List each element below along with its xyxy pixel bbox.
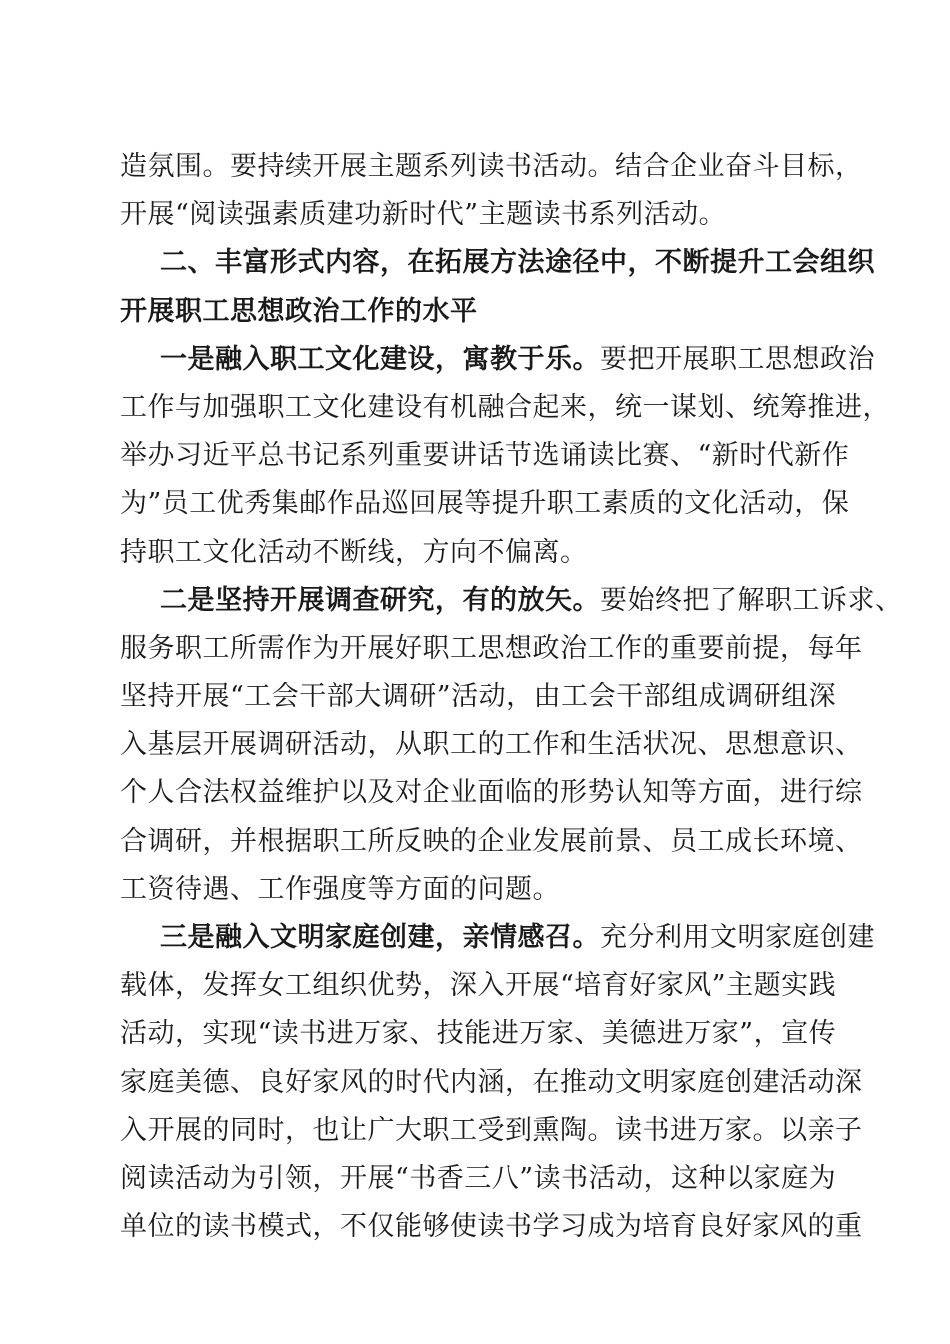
text-line — [120, 866, 830, 914]
bold-lead-text: 二、丰富形式内容，在拓展方法途径中，不断提升工会组织 — [160, 247, 875, 279]
text-line — [120, 962, 837, 1010]
text-line — [120, 577, 903, 625]
text-run: 入开展的同时，也让广大职工受到熏陶。读书进万家。以亲子 — [120, 1114, 863, 1146]
text-run: 载体，发挥女工组织优势，深入开展“培育好家风”主题实践 — [120, 970, 837, 1002]
text-run: 要把开展职工思想政治 — [600, 343, 875, 375]
bold-lead-text: 二是坚持开展调查研究，有的放矢。 — [160, 584, 600, 616]
text-line — [120, 1107, 863, 1155]
bold-lead-text: 三是融入文明家庭创建，亲情感召。 — [160, 922, 600, 953]
text-run: 举办习近平总书记系列重要讲话节选诵读比赛、“新时代新作 — [120, 440, 850, 472]
text-run: 入基层开展调研活动，从职工的工作和生活状况、思想意识、 — [120, 729, 863, 761]
text-line — [120, 1203, 863, 1251]
text-run: 为”员工优秀集邮作品巡回展等提升职工素质的文化活动，保 — [120, 488, 850, 520]
document-page — [120, 143, 903, 1251]
text-line — [120, 288, 830, 336]
text-run: 开展“阅读强素质建功新时代”主题读书系列活动。 — [120, 199, 727, 231]
text-line — [120, 1010, 837, 1058]
text-run: 个人合法权益维护以及对企业面临的形势认知等方面，进行综 — [120, 777, 863, 809]
text-run: 阅读活动为引领，开展“书香三八”读书活动，这种以家庭为 — [120, 1162, 837, 1194]
text-line — [120, 432, 850, 480]
paragraph — [120, 577, 903, 914]
text-line — [120, 721, 863, 769]
text-run: 合调研，并根据职工所反映的企业发展前景、员工成长环境、 — [120, 825, 863, 857]
text-run: 工资待遇、工作强度等方面的问题。 — [120, 873, 560, 905]
text-line — [120, 191, 830, 239]
text-run: 要始终把了解职工诉求、 — [600, 584, 903, 616]
bold-lead-text: 开展职工思想政治工作的水平 — [120, 295, 478, 327]
text-line — [120, 336, 875, 384]
text-run: 坚持开展“工会干部大调研”活动，由工会干部组成调研组深 — [120, 681, 837, 713]
text-line — [120, 143, 863, 191]
text-line — [120, 625, 863, 673]
text-line — [120, 673, 837, 721]
paragraph — [120, 143, 863, 239]
section-heading — [120, 239, 875, 335]
text-run: 活动，实现“读书进万家、技能进万家、美德进万家”，宣传 — [120, 1018, 837, 1050]
paragraph — [120, 914, 875, 1251]
text-line — [120, 1155, 837, 1203]
text-run: 家庭美德、良好家风的时代内涵，在推动文明家庭创建活动深 — [120, 1066, 863, 1098]
text-run: 充分利用文明家庭创建 — [600, 922, 875, 953]
text-line — [120, 1059, 863, 1107]
text-line — [120, 480, 850, 528]
text-line — [120, 384, 890, 432]
text-line — [120, 818, 863, 866]
paragraph — [120, 336, 890, 577]
text-line — [120, 914, 875, 962]
text-run: 造氛围。要持续开展主题系列读书活动。结合企业奋斗目标， — [120, 151, 863, 182]
bold-lead-text: 一是融入职工文化建设，寓教于乐。 — [160, 343, 600, 375]
text-run: 单位的读书模式，不仅能够使读书学习成为培育良好家风的重 — [120, 1211, 863, 1243]
text-line — [120, 239, 875, 287]
text-line — [120, 769, 863, 817]
text-run: 工作与加强职工文化建设有机融合起来，统一谋划、统筹推进， — [120, 391, 890, 423]
text-run: 服务职工所需作为开展好职工思想政治工作的重要前提，每年 — [120, 632, 863, 664]
text-line — [120, 529, 830, 577]
text-run: 持职工文化活动不断线，方向不偏离。 — [120, 536, 588, 568]
